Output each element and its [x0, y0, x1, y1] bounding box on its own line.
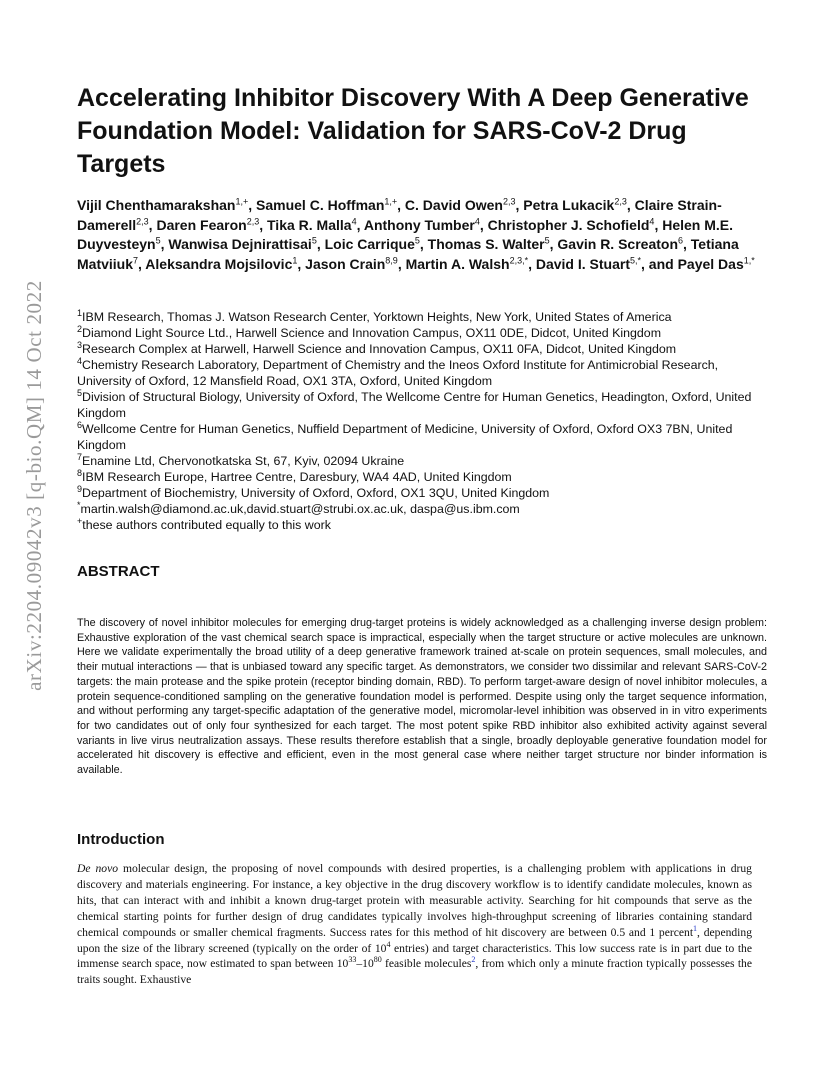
author-name: Wanwisa Dejnirattisai	[168, 236, 312, 252]
author-affiliation-marker: 4	[474, 215, 480, 226]
abstract-text: The discovery of novel inhibitor molecules for emerging drug-target proteins is widely acknowledged as a challenging inverse design problem: Exhaustive exploration of the vast chemical search space is impractical, especially when the target structure or active molecules are unknown. Here we validate experimentally the broad utility of a deep generative framework trained at-scale on protein sequences, small molecules, and their mutual interactions — that is unbiased toward any specific target. As demonstrators, we consider two dissimilar and relevant SARS-CoV-2 targets: the main protease and the spike protein (receptor binding domain, RBD). To perform target-aware design of novel inhibitor molecules, a protein sequence-conditioned sampling on the generative foundation model is performed. Despite using only the target sequence information, and without performing any target-specific adaptation of the generative model, micromolar-level inhibition was observed in in vitro experiments for two candidates out of only four synthesized for each target. The most potent spike RBD inhibitor also exhibited activity against several variants in live virus neutralization assays. These results therefore establish that a single, broadly deployable generative foundation model for accelerated hit discovery is effective and efficient, even in the most general case where neither target structure nor binder information is available.	[77, 617, 767, 777]
author-separator: ,	[397, 255, 406, 272]
author-separator: ,	[160, 236, 169, 252]
affiliation-item	[77, 309, 767, 325]
author-name: Martin A. Walsh	[405, 255, 510, 272]
affiliation-marker: 7	[77, 451, 83, 462]
author-separator: ,	[148, 216, 157, 233]
author-affiliation-marker: 5	[414, 235, 420, 246]
affiliation-marker: 1	[77, 307, 83, 318]
author-affiliation-marker: 7	[133, 254, 139, 265]
affiliation-marker: 2	[77, 323, 83, 334]
exponent: 80	[373, 955, 382, 965]
author-affiliation-marker: 2,3	[614, 196, 627, 207]
affiliation-text: Division of Structural Biology, University of Oxford, The Wellcome Centre for Human Genetics, Headington, Oxford, United Kingdom	[77, 390, 752, 420]
author-name: Daren Fearon	[156, 216, 247, 233]
author-separator: , and	[641, 255, 678, 272]
author-name: C. David Owen	[404, 197, 503, 213]
exponent: 4	[386, 939, 391, 949]
affiliation-marker: +	[77, 515, 83, 526]
affiliation-marker: 3	[77, 339, 83, 350]
affiliation-text: Research Complex at Harwell, Harwell Science and Innovation Campus, OX11 0FA, Didcot, United Kingdom	[82, 342, 677, 356]
author-affiliation-marker: 5	[311, 235, 317, 246]
affiliation-item	[77, 357, 767, 389]
intro-text-segment: , depending upon the size of the library screened (typically on the order of 10	[77, 925, 752, 955]
author-name: Jason Crain	[305, 255, 386, 272]
author-separator: ,	[138, 255, 146, 272]
author-name: Tika R. Malla	[267, 216, 352, 233]
author-name: Payel Das	[677, 255, 744, 272]
introduction-heading: Introduction	[77, 831, 165, 848]
affiliation-item	[77, 421, 767, 453]
affiliation-text: Department of Biochemistry, University of Oxford, Oxford, OX1 3QU, United Kingdom	[82, 486, 550, 500]
affiliation-item	[77, 485, 767, 501]
author-affiliation-marker: 4	[649, 215, 655, 226]
author-separator: ,	[397, 197, 405, 213]
author-name: Samuel C. Hoffman	[256, 197, 385, 213]
affiliation-text: martin.walsh@diamond.ac.uk,david.stuart@strubi.ox.ac.uk, daspa@us.ibm.com	[80, 502, 520, 516]
citation-link-1[interactable]: 1	[693, 923, 698, 933]
affiliation-text: IBM Research, Thomas J. Watson Research Center, Yorktown Heights, New York, United States of America	[82, 310, 672, 324]
affiliation-item	[77, 469, 767, 485]
author-separator: ,	[479, 216, 488, 233]
author-separator: ,	[626, 197, 635, 213]
author-affiliation-marker: 2,3	[502, 196, 516, 207]
author-separator: ,	[683, 236, 691, 252]
author-separator: ,	[259, 216, 267, 233]
intro-text-segment: entries) and target characteristics. This low success rate is in part due to the immense search space, now estimated to span between 10	[77, 941, 752, 971]
author-affiliation-marker: 2,3,*	[509, 254, 529, 265]
author-list	[77, 196, 767, 274]
author-separator: ,	[297, 255, 306, 272]
affiliation-text: Chemistry Research Laboratory, Department of Chemistry and the Ineos Oxford Institute for Antimicrobial Research, University of Oxford, 12 Mansfield Road, OX1 3TA, Oxford, United Kingdom	[77, 358, 719, 388]
affiliation-text: IBM Research Europe, Hartree Centre, Daresbury, WA4 4AD, United Kingdom	[82, 470, 512, 484]
author-separator: ,	[419, 236, 428, 252]
affiliation-text: Diamond Light Source Ltd., Harwell Science and Innovation Campus, OX11 0DE, Didcot, United Kingdom	[82, 326, 662, 340]
author-separator: ,	[549, 236, 558, 252]
affiliation-marker: 8	[77, 467, 83, 478]
affiliation-item	[77, 517, 767, 533]
author-name: Christopher J. Schofield	[487, 216, 650, 233]
author-separator: ,	[654, 216, 663, 233]
author-separator: ,	[515, 197, 524, 213]
author-separator: ,	[248, 197, 257, 213]
affiliation-marker: 4	[77, 355, 83, 366]
author-name: Helen M.E. Duyvesteyn	[77, 216, 734, 252]
author-name: Petra Lukacik	[523, 197, 615, 213]
abstract-heading: ABSTRACT	[77, 563, 160, 580]
author-affiliation-marker: 6	[678, 235, 684, 246]
author-separator: ,	[528, 255, 536, 272]
author-affiliation-marker: 4	[351, 215, 357, 226]
affiliation-text: Wellcome Centre for Human Genetics, Nuffield Department of Medicine, University of Oxford, Oxford OX3 7BN, United Kingdom	[77, 422, 733, 452]
affiliation-text: these authors contributed equally to this work	[82, 518, 331, 532]
author-affiliation-marker: 5	[544, 235, 550, 246]
de-novo-italic: De novo	[77, 862, 119, 875]
affiliation-item	[77, 341, 767, 357]
intro-text-segment: molecular design, the proposing of novel compounds with desired properties, is a challenging problem with applications in drug discovery and materials engineering. For instance, a key objective in the drug discovery workflow is to identify candidate molecules, known as hits, that can interact with and inhibit a known drug-target protein with measurable activity. Searching for hit compounds that serve as the chemical starting points for further design of drug candidates typically involves high-throughput screening of libraries containing standard chemical compounds or smaller chemical fragments. Success rates for this method of hit discovery are between 0.5 and 1 percent	[77, 862, 752, 939]
intro-text-segment: feasible molecules	[381, 957, 472, 971]
author-affiliation-marker: 1,*	[743, 254, 755, 265]
affiliation-item	[77, 501, 767, 517]
author-name: Gavin R. Screaton	[557, 236, 678, 252]
author-affiliation-marker: 2,3	[136, 215, 149, 226]
author-affiliation-marker: 1	[292, 254, 298, 265]
affiliation-marker: 5	[77, 387, 83, 398]
author-separator: ,	[356, 216, 364, 233]
author-affiliation-marker: 5	[155, 235, 161, 246]
author-name: Vijil Chenthamarakshan	[77, 197, 236, 213]
arxiv-identifier-text: arXiv:2204.09042v3 [q-bio.QM] 14 Oct 2022	[21, 279, 46, 691]
intro-text-segment: , from which only a minute fraction typically possesses the traits sought. Exhaustive	[77, 957, 752, 987]
author-affiliation-marker: 1,+	[384, 196, 398, 207]
author-separator: ,	[316, 236, 325, 252]
author-name: Anthony Tumber	[363, 216, 475, 233]
affiliation-list	[77, 309, 767, 533]
affiliation-text: Enamine Ltd, Chervonotkatska St, 67, Kyiv, 02094 Ukraine	[82, 454, 405, 468]
author-affiliation-marker: 8,9	[385, 254, 398, 265]
intro-text-segment: –10	[356, 957, 374, 971]
affiliation-marker: *	[77, 499, 81, 510]
introduction-paragraph	[77, 861, 752, 988]
exponent: 33	[348, 955, 357, 965]
author-affiliation-marker: 1,+	[235, 196, 249, 207]
paper-title: Accelerating Inhibitor Discovery With A Deep Generative Foundation Model: Validation for SARS-CoV-2 Drug Targets	[77, 84, 749, 178]
author-name: Tetiana Matviiuk	[77, 236, 739, 272]
affiliation-item	[77, 389, 767, 421]
affiliation-item	[77, 325, 767, 341]
affiliation-marker: 9	[77, 483, 83, 494]
author-name: Thomas S. Walter	[427, 236, 545, 252]
author-name: Loic Carrique	[324, 236, 415, 252]
author-name: Claire Strain-Damerell	[77, 197, 722, 233]
author-name: David I. Stuart	[535, 255, 630, 272]
citation-link-2[interactable]: 2	[471, 955, 476, 965]
author-affiliation-marker: 2,3	[246, 215, 260, 226]
author-affiliation-marker: 5,*	[630, 254, 642, 265]
affiliation-marker: 6	[77, 419, 83, 430]
affiliation-item	[77, 453, 767, 469]
arxiv-identifier	[16, 270, 52, 700]
author-name: Aleksandra Mojsilovic	[145, 255, 293, 272]
